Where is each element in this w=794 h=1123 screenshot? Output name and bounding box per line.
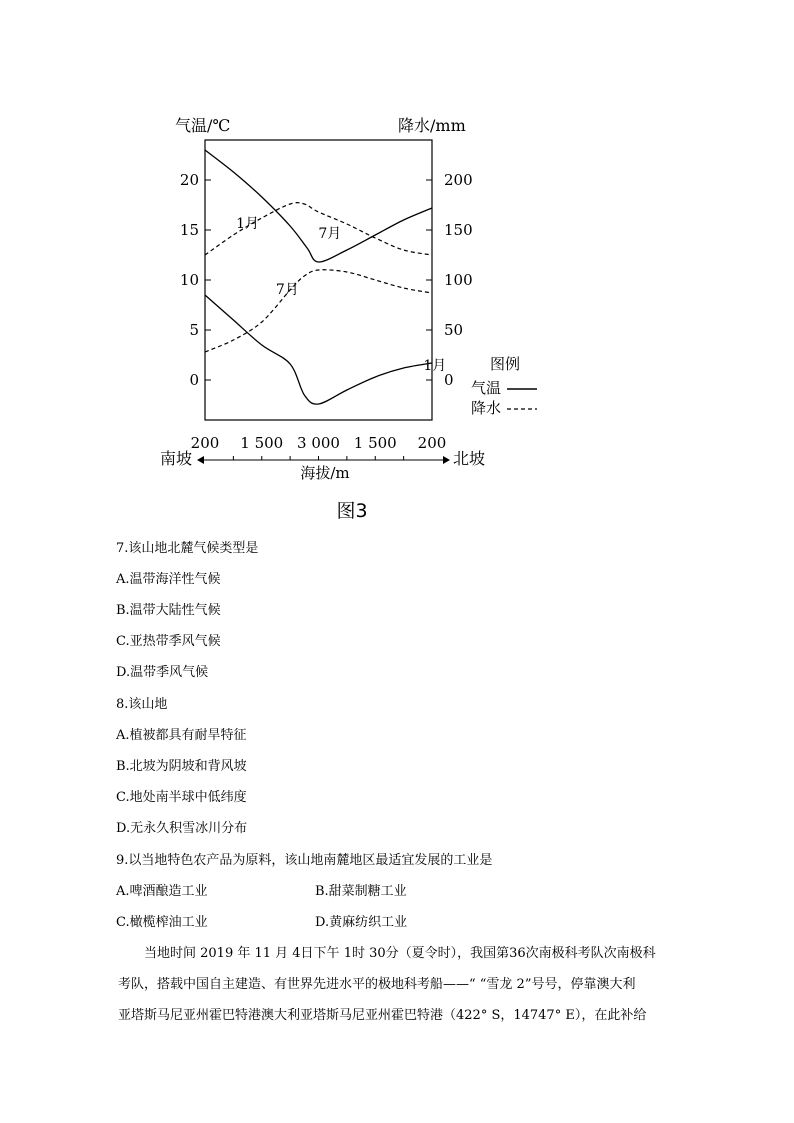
legend-title: 图例	[490, 355, 521, 373]
x-tick-label: 1 500	[240, 434, 284, 452]
series-label-2: 1月	[236, 216, 260, 232]
legend-temp-label: 气温	[471, 379, 502, 397]
q8-option-d: D.无永久积雪冰川分布	[116, 821, 248, 836]
x-axis-arrow-right	[443, 456, 450, 464]
north-slope-label: 北坡	[453, 449, 486, 468]
figure-caption: 图3	[336, 500, 368, 522]
y-right-tick-label: 200	[444, 171, 473, 189]
y-left-tick-label: 15	[179, 221, 199, 239]
question-9-stem: 9.以当地特色农产品为原料，该山地南麓地区最适宜发展的工业是	[116, 853, 493, 868]
y-right-tick-label: 100	[444, 271, 473, 289]
plot-frame	[205, 140, 432, 420]
q9-option-c: C.橄榄榨油工业	[116, 915, 208, 930]
passage	[118, 938, 688, 1031]
x-axis-arrow-left	[197, 456, 204, 464]
south-slope-label: 南坡	[160, 449, 193, 468]
x-axis-title: 海拔/m	[300, 464, 350, 482]
y-right-tick-label: 150	[444, 221, 473, 239]
y-left-tick-label: 5	[189, 321, 199, 339]
q8-option-b: B.北坡为阴坡和背风坡	[116, 759, 247, 774]
passage-line-2: 考队，搭载中国自主建造、有世界先进水平的极地科考船——“ “雪龙 2”号号，停靠澳大利	[118, 977, 636, 992]
y-left-axis-title: 气温/℃	[175, 116, 231, 135]
q9-option-b: B.甜菜制糖工业	[315, 884, 407, 899]
y-left-tick-label: 20	[179, 171, 199, 189]
question-7-stem: 7.该山地北麓气候类型是	[116, 541, 259, 556]
series-label-3: 7月	[275, 282, 299, 298]
series-label-0: 1月	[423, 358, 447, 374]
temperature-line-1	[205, 150, 432, 262]
series-label-1: 7月	[318, 226, 342, 242]
altitude-climate-chart	[0, 0, 794, 500]
y-right-tick-label: 50	[444, 321, 464, 339]
y-left-tick-label: 0	[189, 371, 199, 389]
x-tick-label: 1 500	[353, 434, 397, 452]
y-left-tick-label: 10	[179, 271, 199, 289]
temperature-line-0	[205, 295, 432, 404]
q7-option-a: A.温带海洋性气候	[116, 572, 221, 587]
x-tick-label: 200	[417, 434, 447, 452]
q8-option-a: A.植被都具有耐旱特征	[116, 728, 247, 743]
q9-option-a: A.啤酒酿造工业	[116, 884, 208, 899]
q9-option-d: D.黄麻纺织工业	[315, 915, 408, 930]
q7-option-b: B.温带大陆性气候	[116, 603, 221, 618]
passage-line-1: 当地时间 2019 年 11 月 4日下午 1时 30分（夏令时），我国第36次南极科考队次南极科	[144, 946, 656, 961]
x-tick-label: 3 000	[297, 434, 340, 452]
y-right-tick-label: 0	[444, 371, 454, 389]
legend-precip-label: 降水	[471, 399, 502, 417]
q8-option-c: C.地处南半球中低纬度	[116, 790, 247, 805]
passage-line-3: 亚塔斯马尼亚州霍巴特港澳大利亚塔斯马尼亚州霍巴特港（422° S，14747° E），在此补给	[118, 1008, 647, 1023]
y-right-axis-title: 降水/mm	[398, 116, 466, 135]
precipitation-line-3	[205, 270, 432, 352]
q7-option-d: D.温带季风气候	[116, 665, 209, 680]
x-tick-label: 200	[190, 434, 220, 452]
q7-option-c: C.亚热带季风气候	[116, 634, 221, 649]
question-8-stem: 8.该山地	[116, 697, 168, 712]
